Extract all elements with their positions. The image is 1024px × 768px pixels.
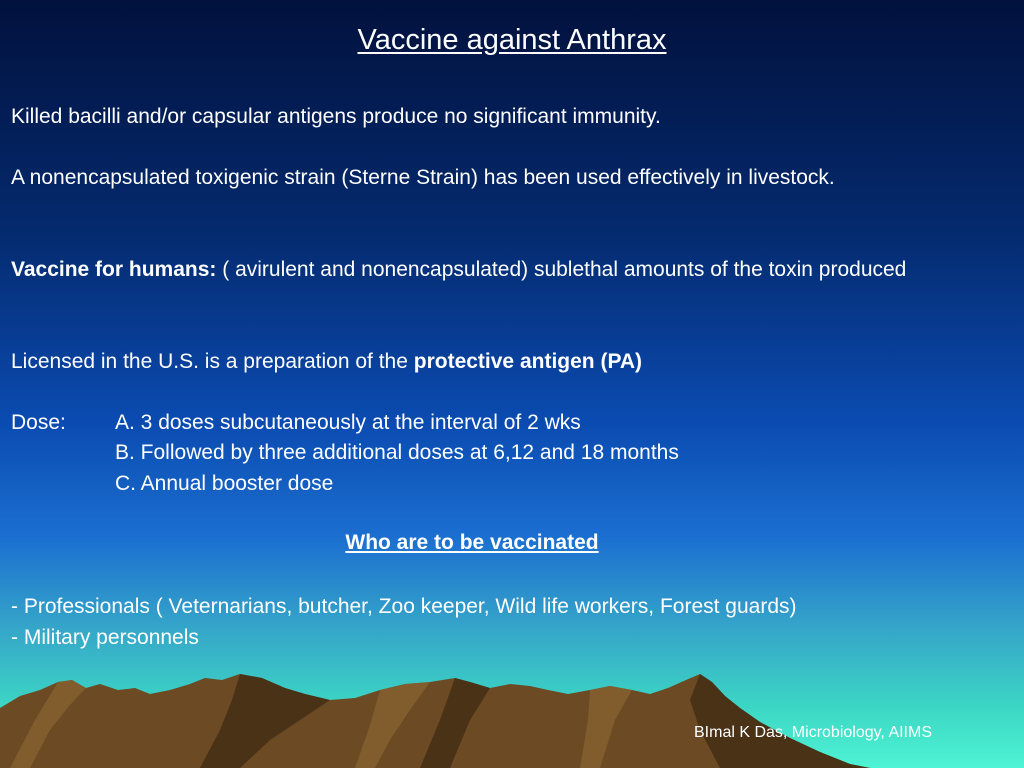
- vaccine-for-humans-label: Vaccine for humans:: [11, 258, 217, 281]
- dose-item-c: C. Annual booster dose: [115, 472, 334, 495]
- paragraph-killed-bacilli: Killed bacilli and/or capsular antigens produce no significant immunity.: [11, 105, 661, 128]
- vaccine-for-humans-text: ( avirulent and nonencapsulated) sublethal amounts of the toxin produced: [216, 258, 907, 281]
- licensed-text: Licensed in the U.S. is a preparation of the: [11, 350, 414, 373]
- dose-item-a: A. 3 doses subcutaneously at the interval of 2 wks: [115, 411, 581, 434]
- who-heading: Who are to be vaccinated: [345, 531, 599, 554]
- mountain-range-image: [0, 660, 1024, 768]
- slide-title: Vaccine against Anthrax: [357, 24, 667, 56]
- paragraph-sterne-strain: A nonencapsulated toxigenic strain (Sterne Strain) has been used effectively in livestock.: [11, 166, 835, 189]
- dose-label: Dose:: [11, 411, 66, 434]
- list-item-military: - Military personnels: [11, 626, 199, 649]
- paragraph-vaccine-for-humans: [11, 255, 1001, 285]
- list-item-professionals: - Professionals ( Veternarians, butcher, Zoo keeper, Wild life workers, Forest guards): [11, 595, 797, 618]
- protective-antigen-label: protective antigen (PA): [413, 350, 643, 373]
- paragraph-licensed: [11, 347, 1001, 377]
- dose-item-b: B. Followed by three additional doses at 6,12 and 18 months: [115, 441, 679, 464]
- author-credit: BImal K Das, Microbiology, AIIMS: [694, 724, 932, 741]
